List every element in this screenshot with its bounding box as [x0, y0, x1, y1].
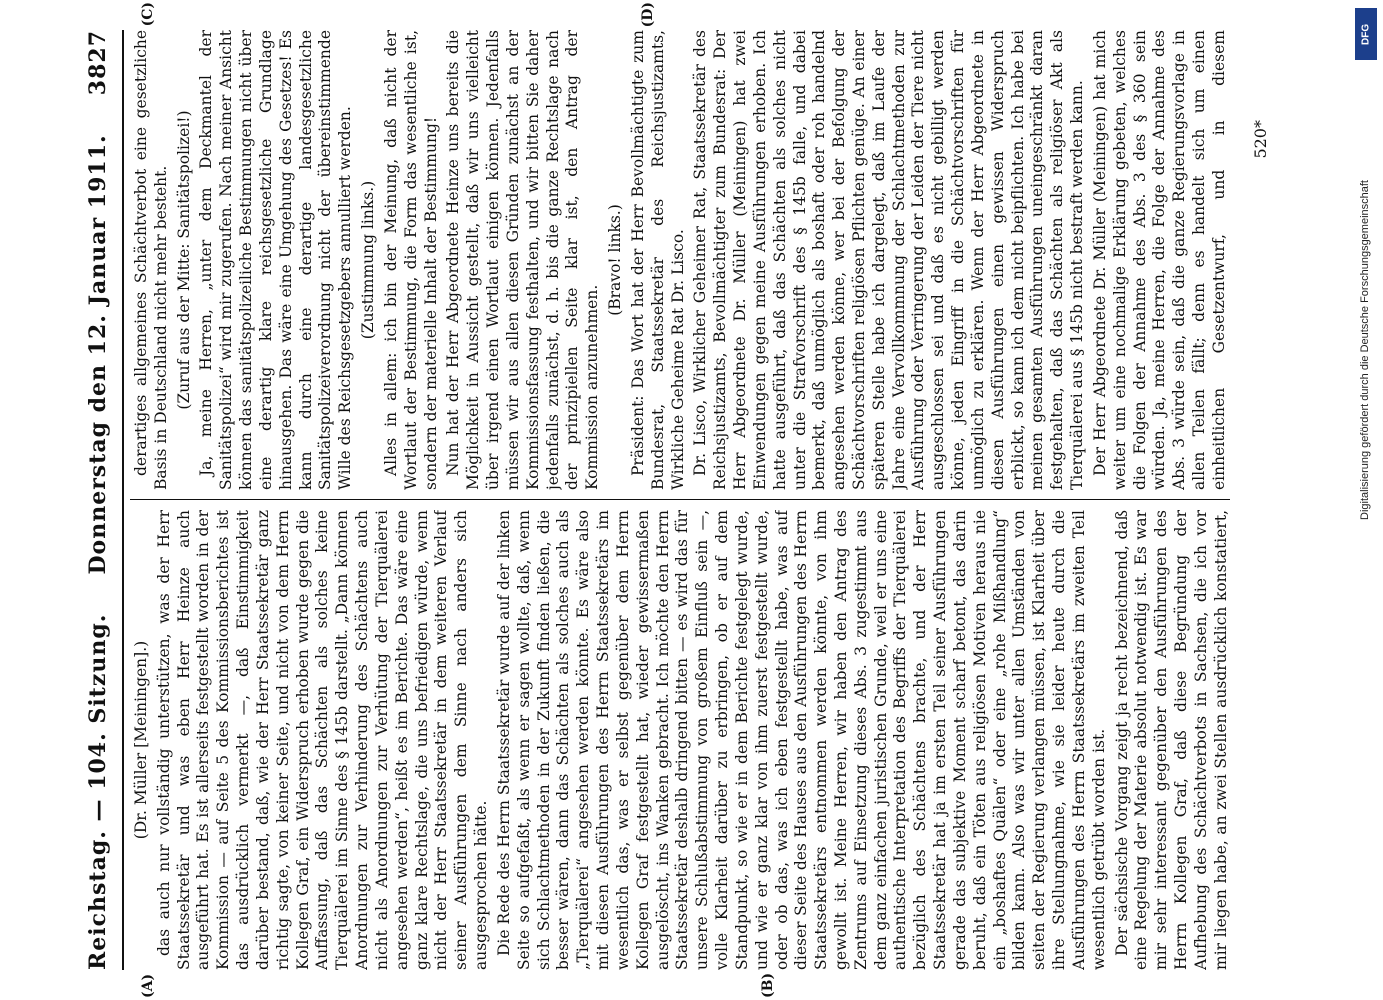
- header-left: Reichstag. — 104. Sitzung.: [85, 613, 111, 970]
- paragraph: Nun hat der Herr Abgeordnete Heinze uns bereits die Möglichkeit in Aussicht gestellt, daß wir uns vielleicht über irgend einen Wortlaut einigen können. Jedenfalls müssen wir aus allen diesen Gründen zunächst an der Kommissionsfassung festhalten, und wir bitten Sie daher jedenfalls zunächst, d. h. bis die ganze Rechtslage nach der prinzipiellen Seite klar ist, den Antrag der Kommission anzunehmen.: [444, 30, 602, 490]
- margin-mark-d: (D): [640, 2, 656, 28]
- speaker-line: (Dr. Müller [Meiningen].): [132, 640, 150, 840]
- margin-mark-c: (C): [140, 2, 156, 27]
- dfg-logo: DFG: [1355, 8, 1377, 60]
- paragraph: das auch nur vollständig unterstützen, was der Herr Staatssekretär und was eben Herr Heinze auch ausgeführt hat. Es ist allerseits festgestellt worden in der Kommission — auf Seite 5 des Kommissionsberichtes ist das ausdrücklich vermerkt —, daß Einstimmigkeit darüber bestand, daß, wie der Herr Staatssekretär ganz richtig sagte, von keiner Seite, und nicht von dem Herrn Kollegen Graf, ein Widerspruch erhoben wurde gegen die Auffassung, daß das Schächten als solches keine Tierquälerei im Sinne des § 145b darstellt. „Dann können Anordnungen zur Verhinderung des Schächtens auch nicht als Anordnungen zur Verhütung der Tierquälerei angesehen werden“, heißt es im Berichte. Das wäre eine ganz klare Rechtslage, die uns befriedigen würde, wenn nicht der Herr Staatssekretär in dem weiteren Verlauf seiner Ausführungen dem Sinne nach anders sich ausgesprochen hätte.: [154, 510, 491, 970]
- interjection: (Bravo! links.): [606, 204, 625, 316]
- paragraph: Die Rede des Herrn Staatssekretär wurde auf der linken Seite so aufgefaßt, als wenn er sagen wollte, daß, wenn sich Schlachtmethoden in der Zukunft finden ließen, die besser wären, dann das Schächten als solches auch als „Tierquälerei“ angesehen werden könnte. Es wäre also mit diesen Ausführungen des Herrn Staatssekretärs im wesentlich das, was er selbst gegenüber dem Herrn Kollegen Graf festgestellt hat, wieder gewissermaßen ausgelöscht, ins Wanken gebracht. Ich möchte den Herrn Staatssekretär deshalb dringend bitten — es wird das für unsere Schlußabstimmung von großem Einfluß sein —, volle Klarheit darüber zu erbringen, ob er auf dem Standpunkt, so wie er in dem Berichte festgelegt wurde, und wie er ganz klar von ihm zuerst festgestellt wurde, oder ob das, was ich eben festgestellt habe, was auf dieser Seite des Hauses aus den Ausführungen des Herrn Staatssekretärs entnommen werden könnte, von ihm gewollt ist. Meine Herren, wir haben den Antrag des Zentrums auf Einsetzung dieses Abs. 3 zugestimmt aus dem ganz einfachen juristischen Grunde, weil er uns eine authentische Interpretation des Begriffs der Tierquälerei bezüglich des Schächtens brachte, und der Herr Staatssekretär hat ja im ersten Teil seiner Ausführungen gerade das subjektive Moment scharf betont, das darin beruht, daß ein Töten aus religiösen Motiven heraus nie ein „boshaftes Quälen“ oder eine „rohe Mißhandlung“ bilden kann. Also was wir unter allen Umständen von seiten der Regierung verlangen müssen, ist Klarheit über ihre Stellungnahme, wie sie leider heute durch die Ausführungen des Herrn Staatssekretärs im zweiten Teil wesentlich getrübt worden ist.: [494, 510, 1108, 970]
- signature-mark: 520*: [1251, 120, 1270, 159]
- column-divider: [130, 499, 1230, 500]
- right-column: [132, 30, 1230, 490]
- left-column: [132, 510, 1230, 970]
- page-number: 3827: [85, 30, 111, 96]
- interjection: (Zuruf aus der Mitte: Sanitätspolizei!): [174, 110, 193, 410]
- document-page: [40, 0, 1340, 1000]
- interjection: (Zustimmung links.): [359, 180, 378, 340]
- page-header: [78, 30, 118, 970]
- paragraph: Alles in allem: ich bin der Meinung, daß nicht der Wortlaut der Bestimmung, die Form das wesentliche ist, sondern der materielle Inhalt der Bestimmung!: [381, 30, 440, 490]
- paragraph: Dr. Lisco, Wirklicher Geheimer Rat, Staatssekretär des Reichsjustizamts, Bevollmächtigter zum Bundesrat: Der Herr Abgeordnete Dr. Müller (Meiningen) hat zwei Einwendungen gegen meine Ausführungen erhoben. Ich hatte ausgeführt, daß das Schächten als solches nicht unter die Strafvorschrift des § 145b falle, und dabei bemerkt, daß unmöglich als boshaft oder roh handelnd angesehen werden könne, wer bei der Befolgung der Schächtvorschriften religiösen Pflichten genüge. An einer späteren Stelle habe ich dargelegt, daß im Laufe der Jahre eine Vervollkommnung der Schlachtmethoden zur Ausführung oder Verringerung der Leiden der Tiere nicht ausgeschlossen sei und daß es nicht gebilligt werden könne, jeden Eingriff in die Schächtvorschriften für unmöglich zu erklären. Wenn der Herr Abgeordnete in diesen Ausführungen einen gewissen Widerspruch erblickt, so kann ich dem nicht beipflichten. Ich habe bei meinen gesamten Ausführungen uneingeschränkt daran festgehalten, daß das Schächten als religiöser Akt als Tierquälerei aus § 145b nicht bestraft werden kann.: [691, 30, 1087, 490]
- paragraph: derartiges allgemeines Schächtverbot eine gesetzliche Basis in Deutschland nicht mehr besteht.: [132, 30, 170, 490]
- paragraph: Ja, meine Herren, „unter dem Deckmantel der Sanitätspolizei“ wird mir zugerufen. Nach meiner Ansicht können das sanitätspolizeiliche Bestimmungen nicht über eine derartig klare reichsgesetzliche Grundlage hinausgehen. Das wäre eine Umgehung des Gesetzes! Es kann durch eine derartige landesgesetzliche Sanitätspolizeiverordnung nicht der übereinstimmende Wille des Reichsgesetzgebers annulliert werden.: [197, 30, 355, 490]
- margin-mark-b: (B): [760, 972, 776, 998]
- header-rule: [122, 30, 124, 970]
- digitization-credit: Digitalisierung gefördert durch die Deutsche Forschungsgemeinschaft: [1359, 180, 1371, 520]
- paragraph: Präsident: Das Wort hat der Herr Bevollmächtigte zum Bundesrat, Staatssekretär des Reichsjustizamts, Wirkliche Geheime Rat Dr. Lisco.: [628, 30, 687, 490]
- paragraph: Der Herr Abgeordnete Dr. Müller (Meiningen) hat mich weiter um eine nochmalige Erklärung gebeten, welches die Folgen der Annahme des Abs. 3 des § 360 sein würden. Ja, meine Herren, die Folge der Annahme des Abs. 3 würde sein, daß die ganze Regierungsvorlage in allen Teilen fällt; denn es handelt sich um einen einheitlichen Gesetzentwurf, und in diesem: [1090, 30, 1228, 490]
- header-date: Donnerstag den 12. Januar 1911.: [85, 134, 111, 575]
- margin-mark-a: (A): [140, 973, 156, 998]
- paragraph: Der sächsische Vorgang zeigt ja recht bezeichnend, daß eine Regelung der Materie absolut notwendig ist. Es war mir sehr interessant gegenüber den Ausführungen des Herrn Kollegen Graf, daß diese Begründung der Aufhebung des Schächtverbots in Sachsen, die ich vor mir liegen habe, an zwei Stellen ausdrücklich konstatiert,: [1112, 510, 1230, 970]
